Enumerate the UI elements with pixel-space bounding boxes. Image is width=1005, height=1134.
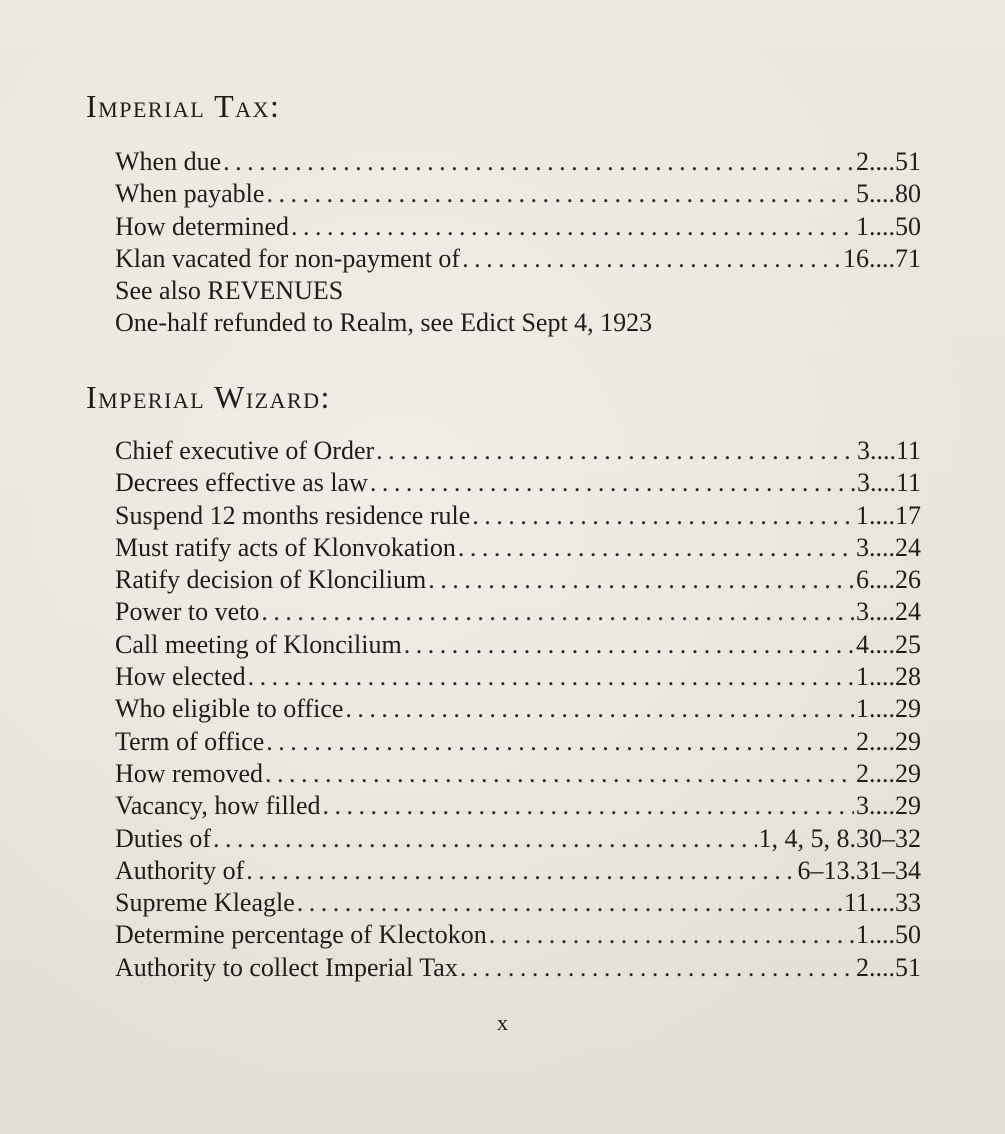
- index-entry: [115, 243, 921, 275]
- entry-label: Klan vacated for non-payment of: [115, 243, 461, 273]
- index-entry: [115, 146, 921, 178]
- index-entry: [115, 855, 921, 887]
- index-entry: [115, 919, 921, 951]
- entry-reference: 6....26: [856, 565, 921, 595]
- entry-reference: 4....25: [856, 629, 921, 659]
- dot-leader: [323, 790, 854, 822]
- entry-label: Determine percentage of Klectokon: [115, 920, 487, 950]
- dot-leader: [462, 243, 841, 275]
- index-entry: [115, 790, 921, 822]
- section-heading-imperial-tax: Imperial Tax:: [86, 88, 281, 124]
- dot-leader: [246, 855, 795, 887]
- index-entry: [115, 661, 921, 693]
- entry-reference: 2....51: [856, 147, 921, 176]
- entry-label: Authority of: [115, 855, 245, 885]
- entry-reference: 2....29: [856, 758, 921, 788]
- index-entry: [115, 596, 921, 628]
- entry-label: How removed: [115, 758, 264, 788]
- dot-leader: [248, 661, 854, 693]
- entry-reference: 2....51: [856, 952, 921, 982]
- entry-reference: 1....50: [856, 920, 921, 950]
- entry-reference: 1, 4, 5, 8.30–32: [758, 823, 921, 853]
- entry-label: Duties of: [115, 823, 212, 853]
- index-entry: [115, 435, 921, 467]
- entry-label: How determined: [115, 211, 290, 241]
- index-entry: [115, 211, 921, 243]
- entry-label: Who eligible to office: [115, 694, 344, 724]
- entry-reference: 11....33: [843, 888, 921, 918]
- entry-reference: 1....17: [856, 500, 921, 530]
- index-entry: [115, 726, 921, 758]
- section-heading-imperial-wizard: Imperial Wizard:: [86, 379, 331, 415]
- index-entry: [115, 887, 921, 919]
- dot-leader: [472, 500, 854, 532]
- dot-leader: [376, 435, 855, 467]
- dot-leader: [370, 467, 855, 499]
- dot-leader: [266, 726, 854, 758]
- dot-leader: [223, 146, 854, 178]
- page-number: x: [497, 1010, 508, 1035]
- entry-label: Must ratify acts of Klonvokation: [115, 532, 456, 562]
- entry-label: Authority to collect Imperial Tax: [115, 952, 458, 982]
- entry-label: Power to veto: [115, 597, 260, 627]
- entry-label: Vacancy, how filled: [115, 791, 321, 821]
- index-entry: [115, 564, 921, 596]
- dot-leader: [404, 629, 854, 661]
- entry-reference: 3....24: [856, 532, 921, 562]
- dot-leader: [266, 178, 854, 210]
- dot-leader: [261, 596, 854, 628]
- entry-reference: 3....11: [856, 436, 921, 465]
- entry-reference: 2....29: [856, 726, 921, 756]
- dot-leader: [297, 887, 842, 919]
- entry-label: Supreme Kleagle: [115, 888, 295, 918]
- entry-reference: 1....29: [856, 694, 921, 724]
- edict-note: One-half refunded to Realm, see Edict Sept 4, 1923: [115, 308, 653, 338]
- index-entry: [115, 178, 921, 210]
- entry-label: Decrees effective as law: [115, 468, 368, 498]
- index-entry: [115, 952, 921, 984]
- index-entry: [115, 758, 921, 790]
- entry-reference: 16....71: [843, 243, 921, 273]
- entry-label: Suspend 12 months residence rule: [115, 500, 471, 530]
- dot-leader: [265, 758, 854, 790]
- dot-leader: [489, 919, 854, 951]
- index-entry: [115, 467, 921, 499]
- imperial-wizard-entries: [115, 435, 921, 984]
- entry-reference: 3....24: [856, 597, 921, 627]
- index-entry: [115, 823, 921, 855]
- imperial-tax-entries: [115, 146, 921, 340]
- index-entry: [115, 500, 921, 532]
- entry-label: When due: [115, 147, 222, 176]
- dot-leader: [458, 532, 854, 564]
- dot-leader: [291, 211, 854, 243]
- dot-leader: [213, 823, 756, 855]
- entry-reference: 5....80: [856, 179, 921, 209]
- entry-reference: 3....11: [856, 468, 921, 498]
- entry-label: Ratify decision of Kloncilium: [115, 565, 427, 595]
- entry-label: Term of office: [115, 726, 265, 756]
- entry-reference: 1....50: [856, 211, 921, 241]
- entry-label: Call meeting of Kloncilium: [115, 629, 402, 659]
- index-entry: [115, 693, 921, 725]
- entry-label: Chief executive of Order: [115, 436, 375, 465]
- entry-reference: 1....28: [856, 662, 921, 692]
- dot-leader: [428, 564, 854, 596]
- entry-label: How elected: [115, 662, 246, 692]
- index-entry: [115, 629, 921, 661]
- entry-reference: 3....29: [856, 791, 921, 821]
- see-also-note: See also REVENUES: [115, 276, 344, 306]
- dot-leader: [460, 952, 854, 984]
- index-entry: [115, 532, 921, 564]
- entry-label: When payable: [115, 179, 265, 209]
- dot-leader: [345, 693, 854, 725]
- entry-reference: 6–13.31–34: [797, 855, 921, 885]
